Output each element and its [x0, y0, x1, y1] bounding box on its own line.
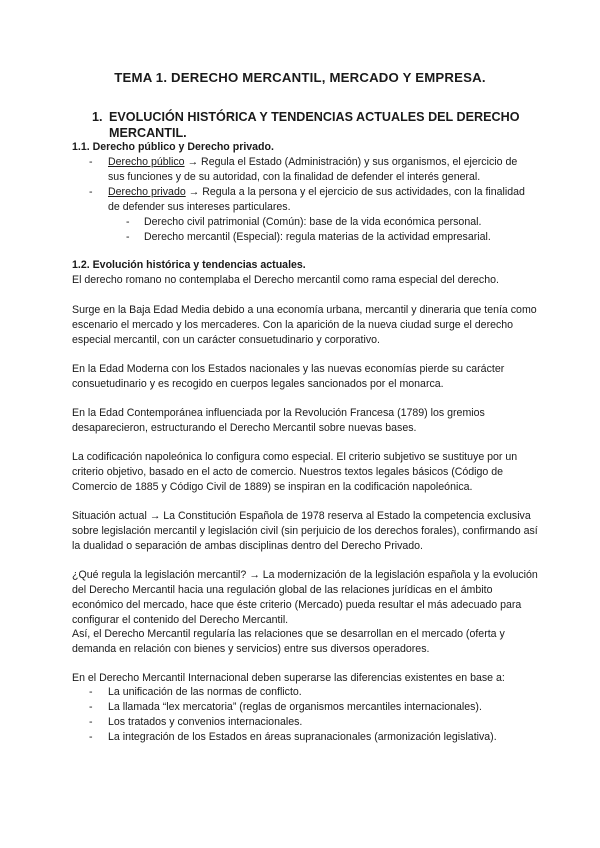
sublist-item: Derecho civil patrimonial (Común): base de la vida económica personal.	[144, 216, 482, 228]
paragraph: En la Edad Moderna con los Estados nacionales y las nuevas economías pierde su carácter consuetudinario y es recogido en cuerpos legales sancionados por el monarca.	[72, 363, 505, 390]
term-derecho-publico: Derecho público	[108, 156, 185, 168]
list-dash: -	[89, 731, 93, 743]
list-dash: -	[89, 701, 93, 713]
definition-derecho-publico: → Regula el Estado (Administración) y sus organismos, el ejercicio de sus funciones y de su autoridad, con la finalidad de defender el interés general.	[108, 156, 518, 183]
list-dash: -	[126, 231, 130, 243]
bullet-item: Los tratados y convenios internacionales.	[108, 716, 303, 728]
list-item-derecho-privado	[108, 185, 528, 215]
paragraph: En la Edad Contemporánea influenciada por la Revolución Francesa (1789) los gremios desaparecieron, estructurando el Derecho Mercantil sobre nuevas bases.	[72, 407, 485, 434]
paragraph: El derecho romano no contemplaba el Derecho mercantil como rama especial del derecho.	[72, 274, 499, 286]
subsection-heading-1-2: 1.2. Evolución histórica y tendencias actuales.	[72, 259, 306, 271]
definition-derecho-privado: → Regula a la persona y el ejercicio de sus actividades, con la finalidad de defender sus intereses particulares.	[108, 186, 525, 213]
bullet-item: La unificación de las normas de conflicto.	[108, 686, 302, 698]
term-derecho-privado: Derecho privado	[108, 186, 186, 198]
list-item-derecho-publico	[108, 155, 528, 185]
list-dash: -	[89, 156, 93, 168]
bullet-item: La llamada “lex mercatoria” (reglas de organismos mercantiles internacionales).	[108, 701, 482, 713]
document-title: TEMA 1. DERECHO MERCANTIL, MERCADO Y EMPRESA.	[114, 70, 486, 85]
paragraph: Así, el Derecho Mercantil regularía las relaciones que se desarrollan en el mercado (oferta y demanda en relación con bienes y servicios) entre sus diversos operadores.	[72, 628, 505, 655]
paragraph: Surge en la Baja Edad Media debido a una economía urbana, mercantil y dineraria que tenía como escenario el mercado y los mercaderes. Con la aparición de la nueva ciudad surge el derecho especial mercantil, con un carácter consuetudinario y corporativo.	[72, 304, 537, 346]
subsection-heading-1-1: 1.1. Derecho público y Derecho privado.	[72, 141, 274, 153]
section-number: 1.	[92, 110, 103, 124]
bullet-item: La integración de los Estados en áreas supranacionales (armonización legislativa).	[108, 731, 497, 743]
list-dash: -	[89, 186, 93, 198]
paragraph: Situación actual → La Constitución Española de 1978 reserva al Estado la competencia exclusiva sobre legislación mercantil y legislación civil (sin perjuicio de los derechos forales), confirmando así la dualidad o separación de ambas disciplinas dentro del Derecho Privado.	[72, 510, 538, 552]
list-dash: -	[126, 216, 130, 228]
paragraph: La codificación napoleónica lo configura como especial. El criterio subjetivo se sustituye por un criterio objetivo, basado en el acto de comercio. Nuestros textos legales básicos (Código de Comercio de 1885 y Código Civil de 1889) se inspiran en la codificación napoleónica.	[72, 451, 518, 493]
list-dash: -	[89, 716, 93, 728]
paragraph: En el Derecho Mercantil Internacional deben superarse las diferencias existentes en base a:	[72, 672, 505, 684]
section-title: EVOLUCIÓN HISTÓRICA Y TENDENCIAS ACTUALES DEL DERECHO MERCANTIL.	[109, 110, 520, 140]
sublist-item: Derecho mercantil (Especial): regula materias de la actividad empresarial.	[144, 231, 491, 243]
list-dash: -	[89, 686, 93, 698]
paragraph: ¿Qué regula la legislación mercantil? → La modernización de la legislación española y la evolución del Derecho Mercantil hacia una regulación global de las relaciones jurídicas en el ámbito económico del mercado, hace que éste criterio (Mercado) pueda resultar el más adecuado para configurar el contenido del Derecho Mercantil.	[72, 569, 538, 626]
